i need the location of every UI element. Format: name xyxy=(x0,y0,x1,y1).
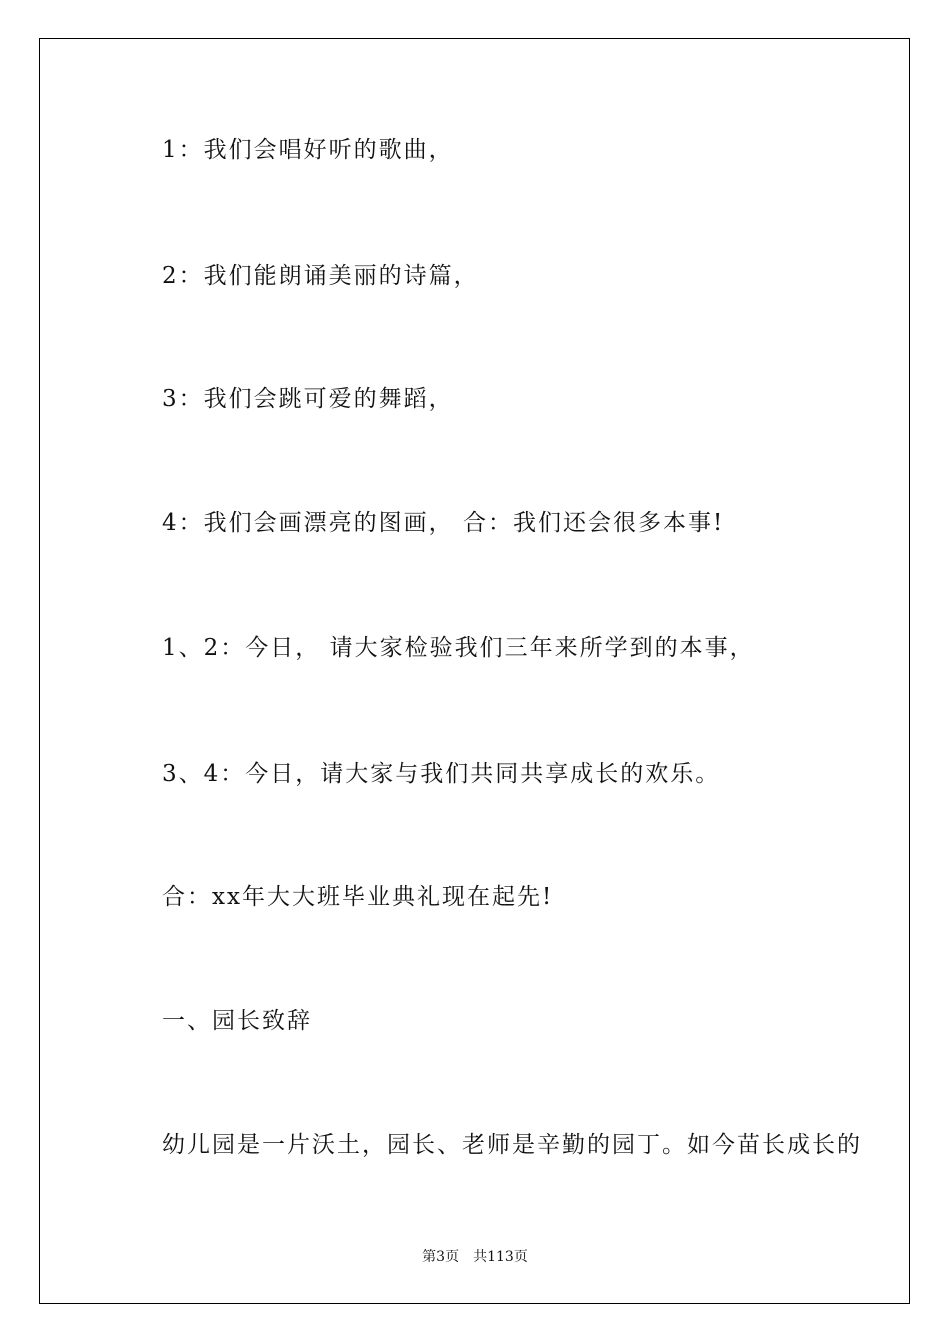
text-line-1: 1：我们会唱好听的歌曲， xyxy=(162,137,454,163)
page-border xyxy=(39,38,910,1304)
page-footer xyxy=(0,1248,950,1266)
text-line-6: 3、4：今日，请大家与我们共同共享成长的欢乐。 xyxy=(162,761,721,787)
text-line-9: 幼儿园是一片沃土，园长、老师是辛勤的园丁。如今苗长成长的 xyxy=(162,1132,862,1158)
page-number-current: 第3页 xyxy=(422,1249,460,1265)
section-heading: 一、园长致辞 xyxy=(162,1008,312,1034)
text-line-2: 2：我们能朗诵美丽的诗篇， xyxy=(162,263,479,289)
text-line-3: 3：我们会跳可爱的舞蹈， xyxy=(162,386,454,412)
page-number-total: 共113页 xyxy=(473,1249,528,1265)
text-line-5: 1、2：今日， 请大家检验我们三年来所学到的本事， xyxy=(162,635,755,661)
text-line-4: 4：我们会画漂亮的图画， 合：我们还会很多本事! xyxy=(162,510,725,536)
text-line-7: 合：xx年大大班毕业典礼现在起先! xyxy=(162,884,554,910)
